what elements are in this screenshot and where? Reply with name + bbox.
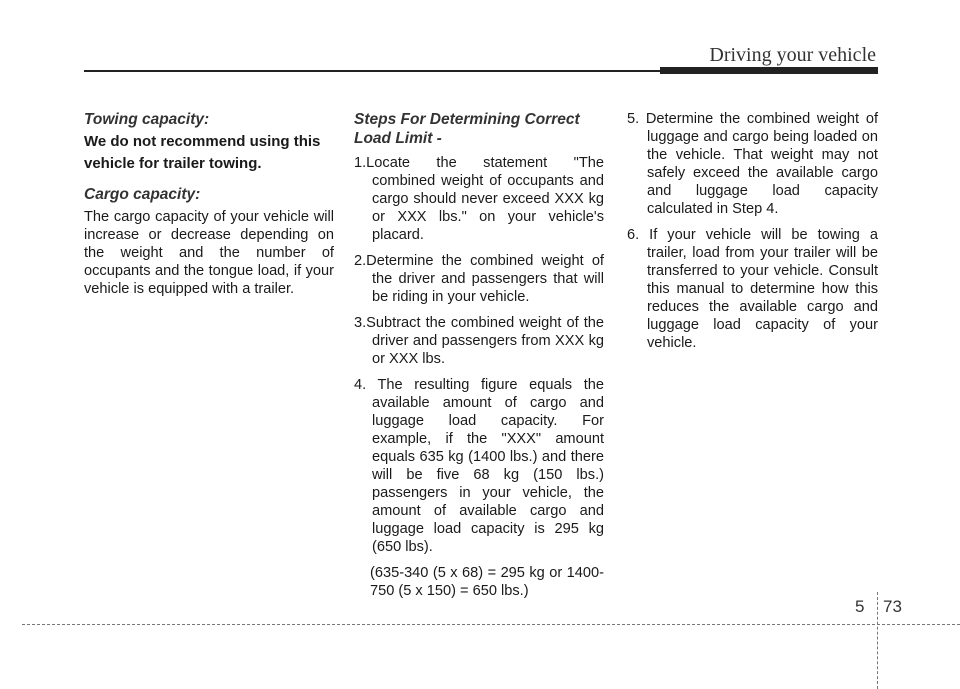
step-5: 5. Determine the combined weight of luggage and cargo being loaded on the vehicle. That weight may not safely exceed the available cargo and luggage load capacity calculated in Step 4. xyxy=(627,111,878,217)
footer-divider xyxy=(877,592,878,689)
column-middle xyxy=(354,110,604,600)
load-limit-steps-continued xyxy=(624,110,878,352)
step-2: 2.Determine the combined weight of the driver and passengers that will be riding in your vehicle. xyxy=(354,253,604,305)
header-rule xyxy=(84,70,664,72)
towing-capacity-heading: Towing capacity: xyxy=(84,111,210,128)
step-3: 3.Subtract the combined weight of the driver and passengers from XXX kg or XXX lbs. xyxy=(354,315,604,367)
column-right xyxy=(624,110,878,360)
load-limit-steps xyxy=(354,154,604,556)
section-number: 5 xyxy=(855,597,865,616)
load-limit-heading: Steps For Determining Correct Load Limit - xyxy=(354,111,580,147)
cargo-capacity-heading: Cargo capacity: xyxy=(84,186,201,203)
column-left xyxy=(84,110,334,298)
footer-rule xyxy=(22,624,960,625)
step-6: 6. If your vehicle will be towing a trailer, load from your trailer will be transferred to your vehicle. Consult this manual to determine how this reduces the available cargo and luggage load capacity of your vehicle. xyxy=(627,227,878,351)
page-number: 73 xyxy=(883,597,902,616)
cargo-capacity-text: The cargo capacity of your vehicle will increase or decrease depending on the weight and the number of occupants and the tongue load, if your vehicle is equipped with a trailer. xyxy=(84,209,334,297)
towing-capacity-text: We do not recommend using this vehicle for trailer towing. xyxy=(84,133,321,172)
step-4: 4. The resulting figure equals the available amount of cargo and luggage load capacity. For example, if the "XXX" amount equals 635 kg (1400 lbs.) and there will be five 68 kg (150 lbs.) passengers in your vehicle, the amount of available cargo and luggage load capacity is 295 kg (650 lbs). xyxy=(354,377,604,555)
calculation-example: (635-340 (5 x 68) = 295 kg or 1400-750 (5 x 150) = 650 lbs.) xyxy=(370,565,604,599)
step-1: 1.Locate the statement "The combined weight of occupants and cargo should never exceed XXX kg or XXX lbs." on your vehicle's placard. xyxy=(354,155,604,243)
header-rule-accent xyxy=(660,67,878,74)
section-title: Driving your vehicle xyxy=(709,44,876,66)
